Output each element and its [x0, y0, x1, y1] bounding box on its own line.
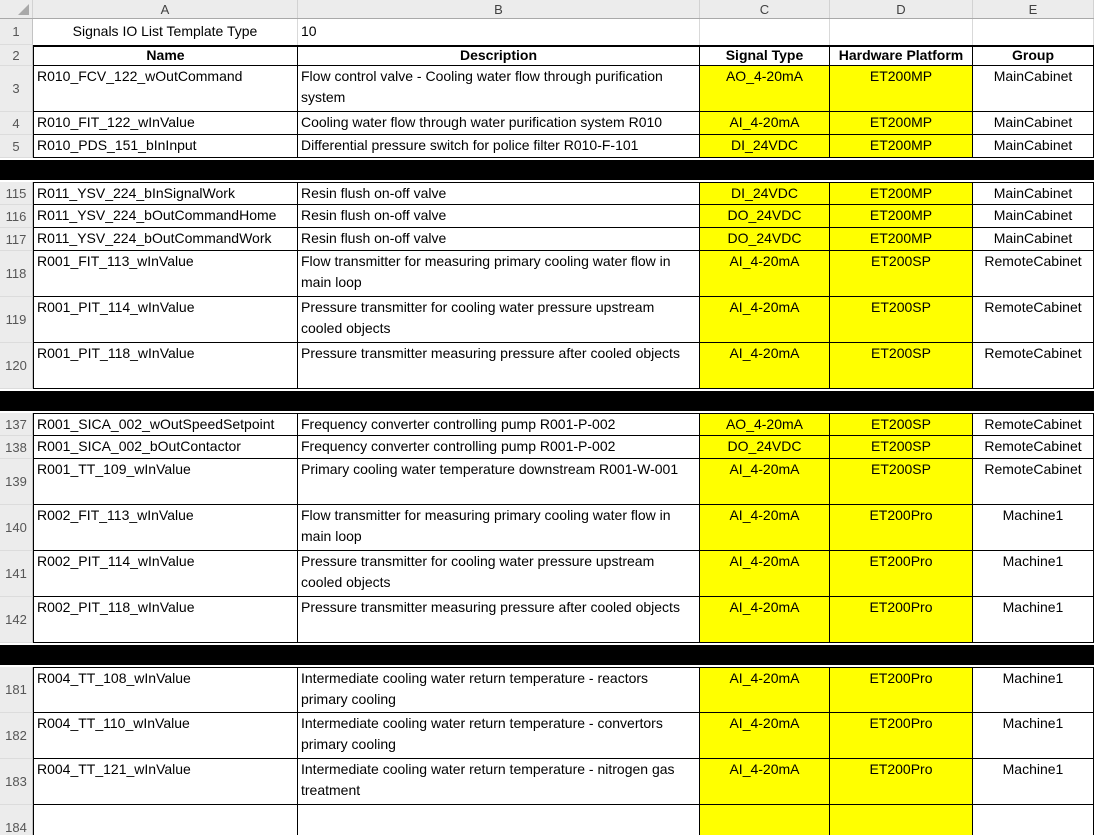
- cell-signal-type[interactable]: AI_4-20mA: [700, 251, 830, 297]
- cell-name[interactable]: R010_FIT_122_wInValue: [33, 112, 298, 135]
- table-row: [0, 112, 1094, 135]
- cell-hardware-platform[interactable]: ET200Pro: [830, 597, 973, 643]
- cell-hardware-platform[interactable]: ET200SP: [830, 251, 973, 297]
- cell-group[interactable]: Machine1: [973, 713, 1094, 759]
- cell-name[interactable]: R004_TT_108_wInValue: [33, 667, 298, 713]
- cell-description[interactable]: Flow transmitter for measuring primary cooling water flow in main loop: [298, 505, 700, 551]
- cell-signal-type[interactable]: AI_4-20mA: [700, 551, 830, 597]
- table-row: [0, 597, 1094, 643]
- table-row: [0, 228, 1094, 251]
- row-number[interactable]: 2: [0, 45, 33, 66]
- header-cell-description[interactable]: Description: [298, 45, 700, 66]
- cell-group[interactable]: MainCabinet: [973, 135, 1094, 158]
- table-row: [0, 505, 1094, 551]
- row-number[interactable]: 118: [0, 251, 33, 297]
- grid-body: [0, 66, 1094, 835]
- header-cell-group[interactable]: Group: [973, 45, 1094, 66]
- cell-group[interactable]: Machine1: [973, 551, 1094, 597]
- column-header-d[interactable]: D: [830, 0, 973, 18]
- cell-name[interactable]: R010_PDS_151_bInInput: [33, 135, 298, 158]
- row-number[interactable]: 5: [0, 135, 33, 158]
- cell-group[interactable]: RemoteCabinet: [973, 251, 1094, 297]
- row-number[interactable]: 119: [0, 297, 33, 343]
- cell-signal-type[interactable]: AI_4-20mA: [700, 597, 830, 643]
- table-row: [0, 205, 1094, 228]
- cell-description[interactable]: Frequency converter controlling pump R001-P-002: [298, 413, 700, 436]
- select-all-corner[interactable]: [0, 0, 33, 18]
- row-number[interactable]: 142: [0, 597, 33, 643]
- cell-group[interactable]: MainCabinet: [973, 112, 1094, 135]
- cell-hardware-platform[interactable]: ET200Pro: [830, 713, 973, 759]
- table-row: [0, 436, 1094, 459]
- header-cell-signal-type[interactable]: Signal Type: [700, 45, 830, 66]
- cell-group[interactable]: MainCabinet: [973, 66, 1094, 112]
- cell-hardware-platform[interactable]: ET200MP: [830, 228, 973, 251]
- cell-description[interactable]: Intermediate cooling water return temperature - convertors primary cooling: [298, 713, 700, 759]
- cell-description[interactable]: Pressure transmitter for cooling water pressure upstream cooled objects: [298, 551, 700, 597]
- cell-group[interactable]: Machine1: [973, 597, 1094, 643]
- cell-description[interactable]: [298, 805, 700, 835]
- cell-description[interactable]: Flow transmitter for measuring primary cooling water flow in main loop: [298, 251, 700, 297]
- cell-description[interactable]: Flow control valve - Cooling water flow through purification system: [298, 66, 700, 112]
- empty-cell[interactable]: [700, 19, 830, 45]
- table-row: [0, 66, 1094, 112]
- cell-hardware-platform[interactable]: ET200Pro: [830, 759, 973, 805]
- cell-group[interactable]: MainCabinet: [973, 228, 1094, 251]
- table-row: [0, 135, 1094, 158]
- cell-signal-type[interactable]: AO_4-20mA: [700, 413, 830, 436]
- cell-signal-type[interactable]: AI_4-20mA: [700, 112, 830, 135]
- cell-group[interactable]: MainCabinet: [973, 205, 1094, 228]
- row-number[interactable]: 139: [0, 459, 33, 505]
- cell-hardware-platform[interactable]: ET200MP: [830, 66, 973, 112]
- table-row: [0, 459, 1094, 505]
- cell-description[interactable]: Intermediate cooling water return temperature - nitrogen gas treatment: [298, 759, 700, 805]
- row-number[interactable]: 140: [0, 505, 33, 551]
- table-header-row: [0, 45, 1094, 66]
- cell-name[interactable]: R002_PIT_114_wInValue: [33, 551, 298, 597]
- table-row: [0, 251, 1094, 297]
- cell-signal-type[interactable]: AI_4-20mA: [700, 667, 830, 713]
- cell-group[interactable]: [973, 805, 1094, 835]
- column-header-b[interactable]: B: [298, 0, 700, 18]
- cell-group[interactable]: Machine1: [973, 505, 1094, 551]
- row-number[interactable]: 3: [0, 66, 33, 112]
- row-number[interactable]: 137: [0, 413, 33, 436]
- cell-hardware-platform[interactable]: ET200MP: [830, 205, 973, 228]
- empty-cell[interactable]: [830, 19, 973, 45]
- cell-signal-type[interactable]: AI_4-20mA: [700, 759, 830, 805]
- cell-name[interactable]: R011_YSV_224_bOutCommandWork: [33, 228, 298, 251]
- cell-name[interactable]: R001_PIT_114_wInValue: [33, 297, 298, 343]
- row-number[interactable]: 141: [0, 551, 33, 597]
- table-row: [0, 343, 1094, 389]
- row-number[interactable]: 183: [0, 759, 33, 805]
- cell-description[interactable]: Differential pressure switch for police filter R010-F-101: [298, 135, 700, 158]
- row-number[interactable]: 4: [0, 112, 33, 135]
- row-number[interactable]: 138: [0, 436, 33, 459]
- cell-description[interactable]: Resin flush on-off valve: [298, 182, 700, 205]
- cell-signal-type[interactable]: AI_4-20mA: [700, 459, 830, 505]
- cell-hardware-platform[interactable]: ET200SP: [830, 436, 973, 459]
- cell-hardware-platform[interactable]: ET200SP: [830, 343, 973, 389]
- cell-hardware-platform[interactable]: [830, 805, 973, 835]
- hidden-rows-band: [0, 643, 1094, 667]
- cell-signal-type[interactable]: DO_24VDC: [700, 228, 830, 251]
- table-row: [0, 551, 1094, 597]
- template-type-row: [0, 19, 1094, 45]
- column-header-a[interactable]: A: [33, 0, 298, 18]
- cell-hardware-platform[interactable]: ET200MP: [830, 182, 973, 205]
- table-row: [0, 713, 1094, 759]
- cell-hardware-platform[interactable]: ET200Pro: [830, 667, 973, 713]
- cell-signal-type[interactable]: DO_24VDC: [700, 436, 830, 459]
- cell-hardware-platform[interactable]: ET200MP: [830, 112, 973, 135]
- template-type-label-cell[interactable]: Signals IO List Template Type: [33, 19, 298, 45]
- row-number[interactable]: 120: [0, 343, 33, 389]
- table-row: [0, 413, 1094, 436]
- cell-hardware-platform[interactable]: ET200SP: [830, 413, 973, 436]
- cell-group[interactable]: Machine1: [973, 667, 1094, 713]
- header-cell-name[interactable]: Name: [33, 45, 298, 66]
- table-row: [0, 297, 1094, 343]
- row-number[interactable]: 181: [0, 667, 33, 713]
- row-number[interactable]: 182: [0, 713, 33, 759]
- row-number[interactable]: 184: [0, 805, 33, 835]
- cell-group[interactable]: MainCabinet: [973, 182, 1094, 205]
- cell-name[interactable]: R002_PIT_118_wInValue: [33, 597, 298, 643]
- cell-signal-type[interactable]: AI_4-20mA: [700, 343, 830, 389]
- cell-name[interactable]: R011_YSV_224_bOutCommandHome: [33, 205, 298, 228]
- cell-group[interactable]: RemoteCabinet: [973, 297, 1094, 343]
- cell-description[interactable]: Resin flush on-off valve: [298, 228, 700, 251]
- cell-description[interactable]: Pressure transmitter for cooling water pressure upstream cooled objects: [298, 297, 700, 343]
- cell-group[interactable]: RemoteCabinet: [973, 413, 1094, 436]
- cell-signal-type[interactable]: DI_24VDC: [700, 135, 830, 158]
- cell-hardware-platform[interactable]: ET200SP: [830, 297, 973, 343]
- row-number[interactable]: 116: [0, 205, 33, 228]
- hidden-rows-band: [0, 389, 1094, 413]
- cell-description[interactable]: Frequency converter controlling pump R001-P-002: [298, 436, 700, 459]
- cell-group[interactable]: Machine1: [973, 759, 1094, 805]
- cell-group[interactable]: RemoteCabinet: [973, 436, 1094, 459]
- column-header-e[interactable]: E: [973, 0, 1094, 18]
- cell-name[interactable]: R001_SICA_002_wOutSpeedSetpoint: [33, 413, 298, 436]
- row-number[interactable]: 117: [0, 228, 33, 251]
- cell-description[interactable]: Primary cooling water temperature downstream R001-W-001: [298, 459, 700, 505]
- cell-name[interactable]: [33, 805, 298, 835]
- cell-signal-type[interactable]: AI_4-20mA: [700, 297, 830, 343]
- table-row: [0, 667, 1094, 713]
- cell-name[interactable]: R010_FCV_122_wOutCommand: [33, 66, 298, 112]
- cell-group[interactable]: RemoteCabinet: [973, 459, 1094, 505]
- cell-name[interactable]: R004_TT_121_wInValue: [33, 759, 298, 805]
- cell-hardware-platform[interactable]: ET200MP: [830, 135, 973, 158]
- cell-name[interactable]: R001_PIT_118_wInValue: [33, 343, 298, 389]
- row-number[interactable]: 1: [0, 19, 33, 45]
- empty-cell[interactable]: [973, 19, 1094, 45]
- cell-hardware-platform[interactable]: ET200SP: [830, 459, 973, 505]
- cell-name[interactable]: R001_FIT_113_wInValue: [33, 251, 298, 297]
- column-header-row: [0, 0, 1094, 19]
- cell-description[interactable]: Pressure transmitter measuring pressure after cooled objects: [298, 597, 700, 643]
- cell-signal-type[interactable]: DI_24VDC: [700, 182, 830, 205]
- table-row: [0, 182, 1094, 205]
- cell-signal-type[interactable]: [700, 805, 830, 835]
- cell-signal-type[interactable]: AO_4-20mA: [700, 66, 830, 112]
- cell-signal-type[interactable]: DO_24VDC: [700, 205, 830, 228]
- table-row: [0, 805, 1094, 835]
- column-header-c[interactable]: C: [700, 0, 830, 18]
- table-row: [0, 759, 1094, 805]
- cell-description[interactable]: Intermediate cooling water return temperature - reactors primary cooling: [298, 667, 700, 713]
- cell-hardware-platform[interactable]: ET200Pro: [830, 505, 973, 551]
- cell-name[interactable]: R002_FIT_113_wInValue: [33, 505, 298, 551]
- header-cell-hardware-platform[interactable]: Hardware Platform: [830, 45, 973, 66]
- cell-description[interactable]: Pressure transmitter measuring pressure after cooled objects: [298, 343, 700, 389]
- cell-name[interactable]: R011_YSV_224_bInSignalWork: [33, 182, 298, 205]
- cell-hardware-platform[interactable]: ET200Pro: [830, 551, 973, 597]
- row-number[interactable]: 115: [0, 182, 33, 205]
- cell-signal-type[interactable]: AI_4-20mA: [700, 713, 830, 759]
- cell-signal-type[interactable]: AI_4-20mA: [700, 505, 830, 551]
- cell-name[interactable]: R001_SICA_002_bOutContactor: [33, 436, 298, 459]
- cell-name[interactable]: R004_TT_110_wInValue: [33, 713, 298, 759]
- cell-name[interactable]: R001_TT_109_wInValue: [33, 459, 298, 505]
- cell-group[interactable]: RemoteCabinet: [973, 343, 1094, 389]
- template-type-value-cell[interactable]: 10: [298, 19, 700, 45]
- hidden-rows-band: [0, 158, 1094, 182]
- cell-description[interactable]: Resin flush on-off valve: [298, 205, 700, 228]
- cell-description[interactable]: Cooling water flow through water purification system R010: [298, 112, 700, 135]
